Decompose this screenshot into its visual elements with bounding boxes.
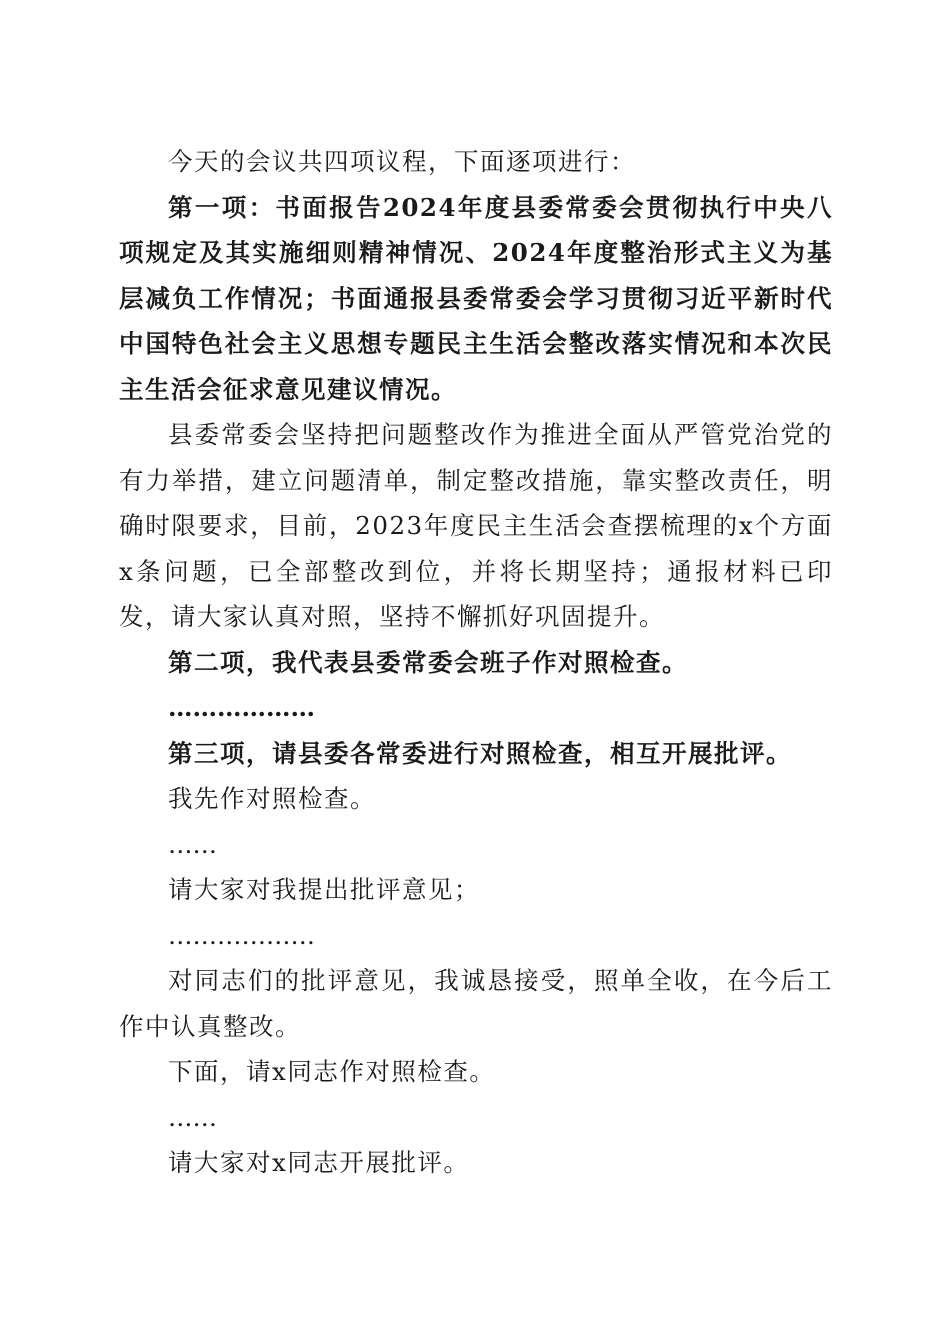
criticism-request-paragraph: 请大家对我提出批评意见； (168, 875, 480, 904)
item-one-paragraph: 第一项：书面报告2024年度县委常委会贯彻执行中央八项规定及其实施细则精神情况、2024年度整治形式主义为基层减负工作情况；书面通报县委常委会学习贯彻习近平新时代中国特色社会主义思想专题民主生活会整改落实情况和本次民主生活会征求意见建议情况。 (119, 192, 833, 404)
criticize-comrade-paragraph: 请大家对x同志开展批评。 (168, 1148, 470, 1177)
rectification-paragraph: 县委常委会坚持把问题整改作为推进全面从严管党治党的有力举措，建立问题清单，制定整改措施，靠实整改责任，明确时限要求，目前，2023年度民主生活会查摆梳理的x个方面x条问题，已全部整改到位，并将长期坚持；通报材料已印发，请大家认真对照，坚持不懈抓好巩固提升。 (119, 420, 833, 631)
ellipsis-line: ……………… (168, 693, 315, 722)
agenda-intro-paragraph: 今天的会议共四项议程，下面逐项进行： (168, 147, 636, 176)
item-three-paragraph: 第三项，请县委各常委进行对照检查，相互开展批评。 (168, 738, 792, 768)
document-body (119, 139, 833, 1186)
acceptance-paragraph: 对同志们的批评意见，我诚恳接受，照单全收，在今后工作中认真整改。 (119, 966, 833, 1041)
self-check-paragraph: 我先作对照检查。 (168, 784, 376, 813)
next-comrade-paragraph: 下面，请x同志作对照检查。 (168, 1057, 496, 1086)
ellipsis-line: ……………… (168, 920, 315, 950)
item-two-paragraph: 第二项，我代表县委常委会班子作对照检查。 (168, 647, 688, 677)
ellipsis-line: …… (168, 829, 217, 859)
ellipsis-line: …… (168, 1102, 217, 1132)
